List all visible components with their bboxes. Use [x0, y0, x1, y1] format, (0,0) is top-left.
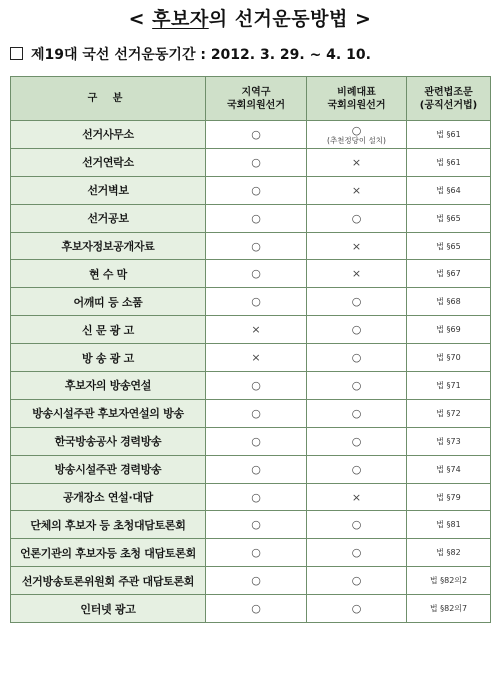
table-row — [11, 399, 491, 427]
proportional-mark: × — [351, 490, 362, 504]
district-mark: ○ — [251, 378, 261, 392]
district-mark: ○ — [251, 239, 261, 253]
header-district — [206, 77, 307, 121]
row-district — [206, 595, 307, 623]
campaign-period-text: 제19대 국선 선거운동기간 : 2012. 3. 29. ~ 4. 10. — [31, 47, 371, 63]
row-district — [206, 148, 307, 176]
row-name: 후보자의 방송연설 — [11, 372, 206, 400]
row-name: 단체의 후보자 등 초청대담토론회 — [11, 511, 206, 539]
row-proportional — [307, 344, 407, 372]
proportional-mark: ○ — [351, 574, 362, 588]
district-mark: ○ — [251, 211, 261, 225]
row-district — [206, 260, 307, 288]
row-name: 어깨띠 등 소품 — [11, 288, 206, 316]
row-proportional — [307, 316, 407, 344]
table-row — [11, 344, 491, 372]
district-mark: ○ — [251, 434, 261, 448]
row-law: 법 §68 — [407, 288, 491, 316]
district-mark: ○ — [251, 602, 261, 616]
row-law: 법 §82의2 — [407, 567, 491, 595]
row-name: 선거방송토론위원회 주관 대담토론회 — [11, 567, 206, 595]
row-law: 법 §82의7 — [407, 595, 491, 623]
header-proportional-line1: 비례대표 — [337, 86, 376, 98]
table-body — [11, 121, 491, 623]
table-row — [11, 121, 491, 149]
row-district — [206, 511, 307, 539]
row-law: 법 §73 — [407, 427, 491, 455]
row-district — [206, 372, 307, 400]
row-name: 현 수 막 — [11, 260, 206, 288]
district-mark: × — [251, 351, 261, 365]
row-name: 방송시설주관 경력방송 — [11, 455, 206, 483]
header-law — [407, 77, 491, 121]
row-name: 선거공보 — [11, 204, 206, 232]
row-name: 방 송 광 고 — [11, 344, 206, 372]
row-proportional — [307, 455, 407, 483]
header-category-text: 구 분 — [87, 93, 129, 104]
district-mark: ○ — [251, 574, 261, 588]
row-law: 법 §70 — [407, 344, 491, 372]
district-mark: × — [251, 323, 261, 337]
row-law: 법 §65 — [407, 204, 491, 232]
header-law-line1: 관련법조문 — [424, 86, 473, 98]
row-proportional — [307, 204, 407, 232]
proportional-mark: ○ — [351, 602, 362, 616]
row-district — [206, 232, 307, 260]
table-row — [11, 483, 491, 511]
proportional-mark: ○ — [351, 211, 362, 225]
row-proportional — [307, 176, 407, 204]
row-proportional — [307, 148, 407, 176]
row-name: 한국방송공사 경력방송 — [11, 427, 206, 455]
row-law: 법 §69 — [407, 316, 491, 344]
proportional-mark: ○ — [351, 323, 362, 337]
table-row — [11, 567, 491, 595]
row-law: 법 §74 — [407, 455, 491, 483]
table-row — [11, 204, 491, 232]
row-proportional — [307, 483, 407, 511]
header-proportional-line2: 국회의원선거 — [327, 99, 386, 111]
title-rest: 의 선거운동방법 > — [208, 8, 372, 30]
row-district — [206, 567, 307, 595]
proportional-mark: × — [351, 239, 362, 253]
row-name: 공개장소 연설·대담 — [11, 483, 206, 511]
row-law: 법 §71 — [407, 372, 491, 400]
header-law-line2: (공직선거법) — [419, 99, 478, 111]
row-proportional — [307, 372, 407, 400]
table-row — [11, 595, 491, 623]
row-proportional — [307, 539, 407, 567]
proportional-mark: ○ — [351, 378, 362, 392]
row-district — [206, 288, 307, 316]
district-mark: ○ — [251, 267, 261, 281]
title-highlight: 후보자 — [152, 8, 209, 30]
table-row — [11, 176, 491, 204]
row-district — [206, 539, 307, 567]
checkbox-icon — [10, 47, 23, 60]
table-row — [11, 316, 491, 344]
row-law: 법 §61 — [407, 121, 491, 149]
proportional-mark: × — [351, 183, 362, 197]
campaign-methods-table — [10, 76, 491, 623]
row-proportional — [307, 121, 407, 149]
row-law: 법 §64 — [407, 176, 491, 204]
proportional-mark: ○ — [351, 295, 362, 309]
table-row — [11, 455, 491, 483]
proportional-mark: ○ — [351, 546, 362, 560]
proportional-mark: ○ — [351, 434, 362, 448]
table-row — [11, 288, 491, 316]
row-proportional — [307, 595, 407, 623]
proportional-mark: ○ — [351, 351, 362, 365]
table-row — [11, 148, 491, 176]
proportional-mark: ○ — [351, 123, 362, 137]
row-name: 선거사무소 — [11, 121, 206, 149]
page-title — [0, 4, 500, 31]
proportional-mark: ○ — [351, 462, 362, 476]
district-mark: ○ — [251, 183, 261, 197]
row-proportional — [307, 399, 407, 427]
row-district — [206, 204, 307, 232]
row-district — [206, 344, 307, 372]
district-mark: ○ — [251, 406, 261, 420]
row-district — [206, 176, 307, 204]
row-name: 인터넷 광고 — [11, 595, 206, 623]
row-law: 법 §61 — [407, 148, 491, 176]
row-name: 후보자정보공개자료 — [11, 232, 206, 260]
proportional-mark: ○ — [351, 406, 362, 420]
proportional-mark: × — [351, 267, 362, 281]
row-law: 법 §65 — [407, 232, 491, 260]
row-proportional — [307, 427, 407, 455]
proportional-mark: × — [351, 155, 362, 169]
row-district — [206, 455, 307, 483]
header-district-line2: 국회의원선거 — [227, 99, 285, 111]
row-name: 선거벽보 — [11, 176, 206, 204]
row-district — [206, 427, 307, 455]
table-header-row — [11, 77, 491, 121]
header-district-line1: 지역구 — [241, 86, 271, 98]
row-proportional — [307, 232, 407, 260]
district-mark: ○ — [251, 546, 261, 560]
row-law: 법 §72 — [407, 399, 491, 427]
row-district — [206, 399, 307, 427]
table-row — [11, 232, 491, 260]
row-proportional — [307, 511, 407, 539]
district-mark: ○ — [251, 518, 261, 532]
row-name: 방송시설주관 후보자연설의 방송 — [11, 399, 206, 427]
row-name: 신 문 광 고 — [11, 316, 206, 344]
row-district — [206, 121, 307, 149]
header-category — [11, 77, 206, 121]
table-row — [11, 372, 491, 400]
header-proportional — [307, 77, 407, 121]
title-open: < — [128, 8, 153, 30]
campaign-period — [10, 44, 371, 64]
row-proportional — [307, 260, 407, 288]
district-mark: ○ — [251, 155, 261, 169]
table-row — [11, 260, 491, 288]
district-mark: ○ — [251, 127, 261, 141]
row-note: (추천정당이 설치) — [327, 135, 386, 145]
district-mark: ○ — [251, 295, 261, 309]
table-row — [11, 427, 491, 455]
row-district — [206, 483, 307, 511]
row-law: 법 §79 — [407, 483, 491, 511]
table-row — [11, 511, 491, 539]
district-mark: ○ — [251, 462, 261, 476]
row-law: 법 §82 — [407, 539, 491, 567]
district-mark: ○ — [251, 490, 261, 504]
row-proportional — [307, 288, 407, 316]
row-name: 선거연락소 — [11, 148, 206, 176]
proportional-mark: ○ — [351, 518, 362, 532]
row-law: 법 §67 — [407, 260, 491, 288]
row-name: 언론기관의 후보자등 초청 대담토론회 — [11, 539, 206, 567]
table-row — [11, 539, 491, 567]
row-proportional — [307, 567, 407, 595]
row-district — [206, 316, 307, 344]
row-law: 법 §81 — [407, 511, 491, 539]
